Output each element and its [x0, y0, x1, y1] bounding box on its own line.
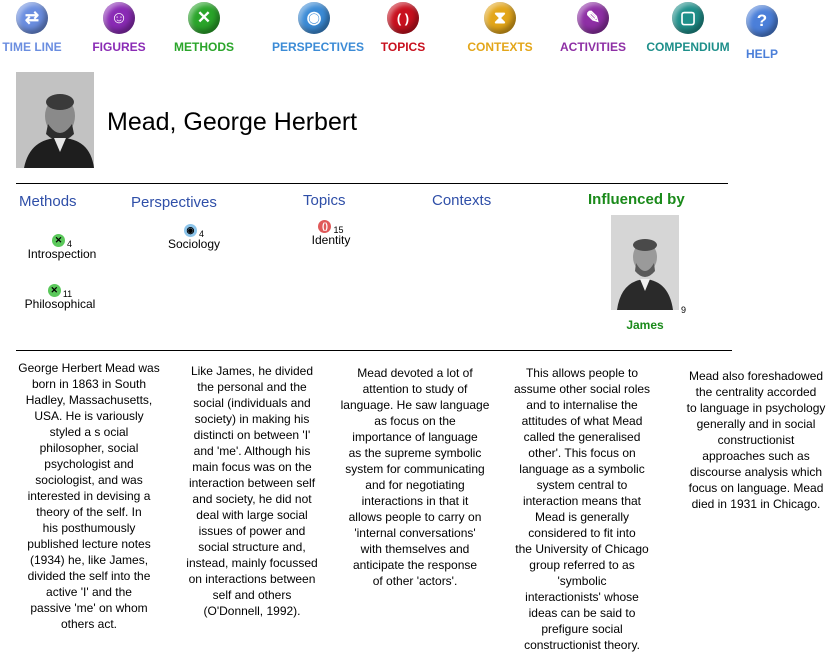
nav-perspectives-label: PERSPECTIVES [272, 40, 365, 54]
portrait-james[interactable] [611, 215, 679, 310]
nav-contexts-label: CONTEXTS [467, 40, 533, 54]
bio-paragraph-3: Mead devoted a lot of attention to study of language. He saw language as focus on the importance of language as the supreme symbolic system for communicating and for negotiating interactions in that it allows people to carry on 'internal conversations' with themselves and anticipate the response of other 'actors'. [340, 366, 490, 588]
nav-compendium[interactable] [646, 2, 730, 54]
divider-bottom [16, 350, 732, 351]
nav-topics-label: TOPICS [380, 40, 426, 54]
methods-heading[interactable]: Methods [19, 193, 77, 210]
topic-label: Identity [311, 232, 351, 247]
compendium-icon: ▢ [672, 2, 704, 34]
timeline-icon: ⇄ [16, 2, 48, 34]
nav-help-label: HELP [745, 47, 778, 61]
perspective-label: Sociology [167, 237, 221, 251]
contexts-icon: ⧗ [484, 2, 516, 34]
methods-icon: ✕ [52, 234, 65, 247]
divider-top [16, 183, 728, 184]
nav-timeline-label: TIME LINE [2, 40, 62, 54]
bio-paragraph-4: This allows people to assume other social roles and to internalise the attitudes of what Mead called the generalised other'. This focus on language as a symbolic system central to interaction means that Mead is generally considered to fit into the University of Chicago group referred to as 'symbolic interactionists' whose ideas can be said to prefigure social constructionist theory. [513, 366, 651, 652]
nav-help[interactable] [720, 5, 804, 61]
method-item-philosophical[interactable] [18, 282, 102, 311]
nav-timeline[interactable] [0, 2, 74, 54]
nav-contexts[interactable] [458, 2, 542, 54]
method-count: 11 [62, 289, 73, 299]
topic-count: 15 [333, 225, 344, 235]
influence-count: 9 [681, 305, 687, 315]
perspective-item-sociology[interactable] [160, 222, 228, 251]
topics-heading[interactable]: Topics [303, 192, 346, 209]
nav-figures-label: FIGURES [92, 40, 146, 54]
bio-paragraph-2: Like James, he divided the personal and the social (individuals and society) in making his distincti on between 'I' and 'me'. Although his main focus was on the interaction between self and society, he did not deal with large social issues of power and social structure and, instead, mainly focussed on interactions between self and others (O'Donnell, 1992). [186, 364, 318, 618]
person-name: Mead, George Herbert [107, 108, 358, 136]
nav-methods[interactable] [162, 2, 246, 54]
bio-paragraph-1: George Herbert Mead was born in 1863 in South Hadley, Massachusetts, USA. He is variously styled a s ocial philosopher, social psychologist and sociologist, and was interested in devising a theory of the self. In his posthumously published lecture notes (1934) he, like James, divided the self into the active 'I' and the passive 'me' on whom others act. [18, 361, 160, 631]
method-item-introspection[interactable] [24, 232, 100, 261]
methods-icon: ✕ [188, 2, 220, 34]
figures-icon: ☺ [103, 2, 135, 34]
activities-icon: ✎ [577, 2, 609, 34]
method-label: Introspection [27, 247, 97, 261]
method-label: Philosophical [24, 297, 96, 311]
methods-icon: ✕ [48, 284, 61, 297]
perspectives-heading[interactable]: Perspectives [131, 194, 217, 211]
nav-methods-label: METHODS [174, 40, 234, 54]
perspectives-icon: ◉ [184, 224, 197, 237]
portrait-mead [16, 72, 94, 168]
topics-icon: () [318, 220, 331, 233]
help-icon: ? [746, 5, 778, 37]
bio-paragraph-5: Mead also foreshadowed the centrality accorded to language in psychology generally and in social constructionist approaches such as discourse analysis which focus on language. Mead died in 1931 in Chicago. [686, 369, 826, 511]
contexts-heading[interactable]: Contexts [432, 192, 492, 209]
nav-figures[interactable] [77, 2, 161, 54]
nav-activities-label: ACTIVITIES [559, 40, 626, 54]
nav-activities[interactable] [551, 2, 635, 54]
topic-item-identity[interactable] [302, 218, 360, 247]
method-count: 4 [66, 239, 72, 249]
nav-topics[interactable] [361, 2, 445, 54]
perspectives-icon: ◉ [298, 2, 330, 34]
topics-icon: ( ) [387, 2, 419, 34]
nav-compendium-label: COMPENDIUM [646, 40, 730, 54]
perspective-count: 4 [198, 229, 204, 239]
influence-name-james[interactable]: James [626, 318, 664, 332]
influenced-by-heading: Influenced by [588, 191, 685, 208]
nav-perspectives[interactable] [272, 2, 365, 54]
